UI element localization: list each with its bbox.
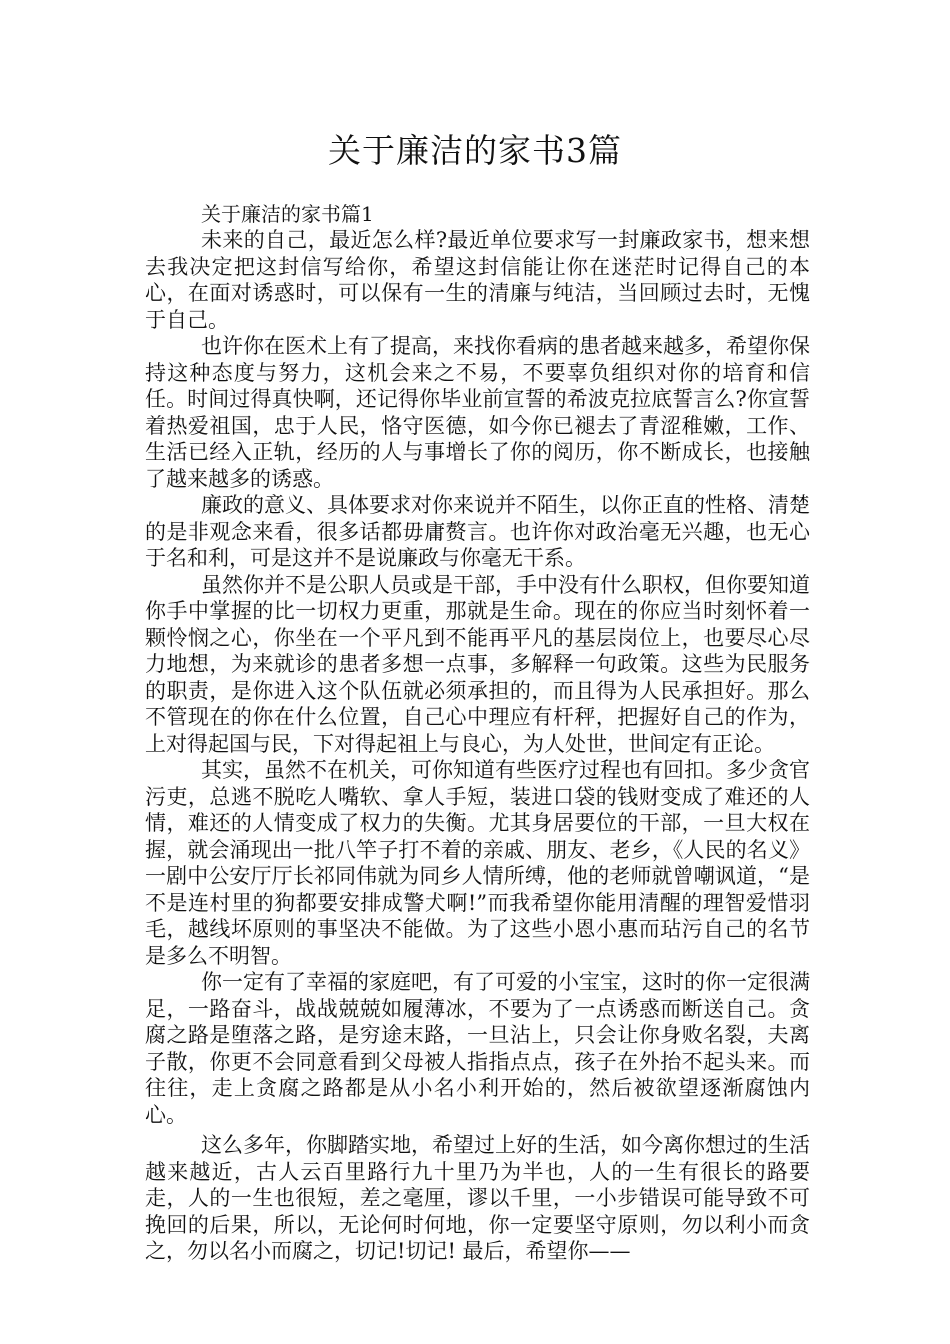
section-heading: 关于廉洁的家书篇1	[201, 202, 374, 226]
paragraph: 你一定有了幸福的家庭吧，有了可爱的小宝宝，这时的你一定很满足，一路奋斗，战战兢兢如履薄冰，不要为了一点诱惑而断送自己。贪腐之路是堕落之路，是穷途末路，一旦沾上，只会让你身败名裂，夫离子散，你更不会同意看到父母被人指指点点，孩子在外抬不起头来。而往往，走上贪腐之路都是从小名小利开始的，然后被欲望逐渐腐蚀内心。	[145, 970, 810, 1127]
paragraph: 廉政的意义、具体要求对你来说并不陌生，以你正直的性格、清楚的是非观念来看，很多话都毋庸赘言。也许你对政治毫无兴趣，也无心于名和利，可是这并不是说廉政与你毫无干系。	[145, 493, 810, 570]
paragraph: 其实，虽然不在机关，可你知道有些医疗过程也有回扣。多少贪官污吏，总逃不脱吃人嘴软、拿人手短，装进口袋的钱财变成了难还的人情，难还的人情变成了权力的失衡。尤其身居要位的干部，一旦大权在握，就会涌现出一批八竿子打不着的亲戚、朋友、老乡，《人民的名义》一剧中公安厅厅长祁同伟就为同乡人情所缚，他的老师就曾嘲讽道，“是不是连村里的狗都要安排成警犬啊!”而我希望你能用清醒的理智爱惜羽毛，越线坏原则的事坚决不能做。为了这些小恩小惠而玷污自己的名节是多么不明智。	[145, 758, 810, 968]
document-body	[145, 201, 810, 1265]
paragraph: 也许你在医术上有了提高，来找你看病的患者越来越多，希望你保持这种态度与努力，这机会来之不易，不要辜负组织对你的培育和信任。时间过得真快啊，还记得你毕业前宣誓的希波克拉底誓言么?你宣誓着热爱祖国，忠于人民，恪守医德，如今你已褪去了青涩稚嫩，工作、生活已经入正轨，经历的人与事增长了你的阅历，你不断成长，也接触了越来越多的诱惑。	[145, 334, 810, 491]
paragraph: 这么多年，你脚踏实地，希望过上好的生活，如今离你想过的生活越来越近，古人云百里路行九十里乃为半也，人的一生有很长的路要走，人的一生也很短，差之毫厘，谬以千里，一小步错误可能导致不可挽回的后果，所以，无论何时何地，你一定要坚守原则，勿以利小而贪之，勿以名小而腐之，切记!切记! 最后，希望你——	[145, 1133, 810, 1263]
document-title: 关于廉洁的家书3篇	[328, 131, 622, 170]
paragraph: 虽然你并不是公职人员或是干部，手中没有什么职权，但你要知道你手中掌握的比一切权力更重，那就是生命。现在的你应当时刻怀着一颗怜悯之心，你坐在一个平凡到不能再平凡的基层岗位上，也要尽心尽力地想，为来就诊的患者多想一点事，多解释一句政策。这些为民服务的职责，是你进入这个队伍就必须承担的，而且得为人民承担好。那么不管现在的你在什么位置，自己心中理应有杆秤，把握好自己的作为，上对得起国与民，下对得起祖上与良心，为人处世，世间定有正论。	[145, 572, 810, 756]
paragraph: 未来的自己，最近怎么样?最近单位要求写一封廉政家书，想来想去我决定把这封信写给你，希望这封信能让你在迷茫时记得自己的本心，在面对诱惑时，可以保有一生的清廉与纯洁，当回顾过去时，无愧于自己。	[145, 228, 810, 332]
